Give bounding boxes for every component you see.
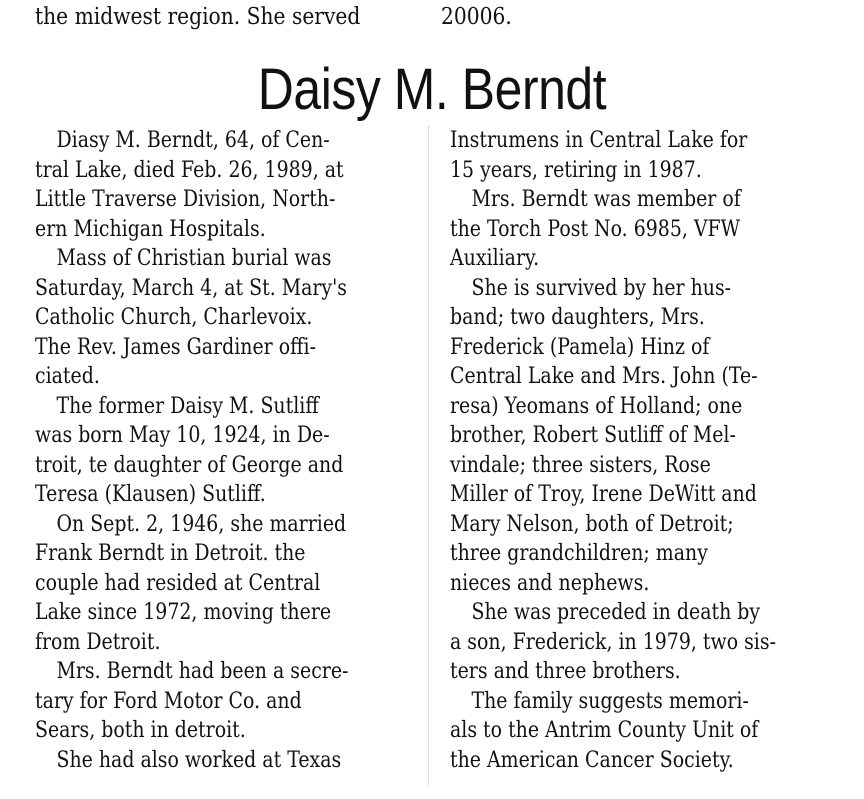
text-line: brother, Robert Sutliff of Mel- (450, 423, 736, 448)
text-line: Miller of Troy, Irene DeWitt and (450, 482, 757, 507)
text-line: Central Lake and Mrs. John (Te- (450, 364, 758, 389)
text-line: Frederick (Pamela) Hinz of (450, 334, 710, 360)
text-line: Lake since 1972, moving there (35, 600, 332, 625)
text-line: nieces and nephews. (450, 570, 650, 596)
text-line: She had also worked at Texas (56, 747, 342, 773)
text-line: ciated. (35, 364, 100, 389)
text-line: Diasy M. Berndt, 64, of Cen- (56, 128, 330, 153)
text-line: Frank Berndt in Detroit. the (35, 541, 306, 566)
text-line: Mary Nelson, both of Detroit; (450, 511, 734, 537)
text-line: The Rev. James Gardiner offi- (35, 334, 316, 360)
left-text-column (35, 126, 427, 775)
text-line: On Sept. 2, 1946, she married (56, 511, 347, 537)
text-line: Catholic Church, Charlevoix. (35, 305, 313, 330)
text-line: was born May 10, 1924, in De- (35, 423, 330, 448)
text-line: ern Michigan Hospitals. (35, 216, 266, 242)
text-line: resa) Yeomans of Holland; one (450, 393, 743, 419)
column-divider (428, 126, 429, 786)
previous-article-fragment-left: the midwest region. She served (35, 4, 361, 30)
text-line: a son, Frederick, in 1979, two sis- (450, 629, 776, 655)
text-line: als to the Antrim County Unit of (450, 718, 759, 743)
text-line: She is survived by her hus- (471, 275, 732, 301)
text-line: Instrumens in Central Lake for (450, 128, 748, 153)
text-line: ters and three brothers. (450, 659, 681, 684)
text-line: Mrs. Berndt had been a secre- (56, 659, 349, 684)
text-line: Sears, both in detroit. (35, 718, 246, 743)
text-line: The family suggests memori- (471, 688, 749, 714)
text-line: Little Traverse Division, North- (35, 187, 336, 212)
previous-article-fragment-right: 20006. (441, 4, 512, 30)
text-line: Saturday, March 4, at St. Mary's (35, 275, 348, 301)
text-line: vindale; three sisters, Rose (450, 452, 711, 478)
text-line: band; two daughters, Mrs. (450, 305, 705, 330)
text-line: The former Daisy M. Sutliff (56, 393, 319, 419)
text-line: three grandchildren; many (450, 541, 708, 566)
text-line: from Detroit. (35, 629, 161, 655)
text-line: Mrs. Berndt was member of (471, 187, 741, 212)
text-line: tary for Ford Motor Co. and (35, 688, 302, 714)
obituary-headline: Daisy M. Berndt (257, 57, 607, 122)
text-line: troit, te daughter of George and (35, 452, 344, 478)
text-line: She was preceded in death by (471, 600, 761, 625)
text-line: Auxiliary. (450, 246, 540, 271)
text-line: the Torch Post No. 6985, VFW (450, 216, 741, 242)
text-line: tral Lake, died Feb. 26, 1989, at (35, 157, 344, 183)
text-line: 15 years, retiring in 1987. (450, 157, 702, 183)
right-text-column (450, 126, 842, 775)
text-line: Teresa (Klausen) Sutliff. (35, 482, 266, 507)
text-line: Mass of Christian burial was (56, 246, 332, 271)
text-line: couple had resided at Central (35, 570, 321, 596)
text-line: the American Cancer Society. (450, 747, 734, 773)
